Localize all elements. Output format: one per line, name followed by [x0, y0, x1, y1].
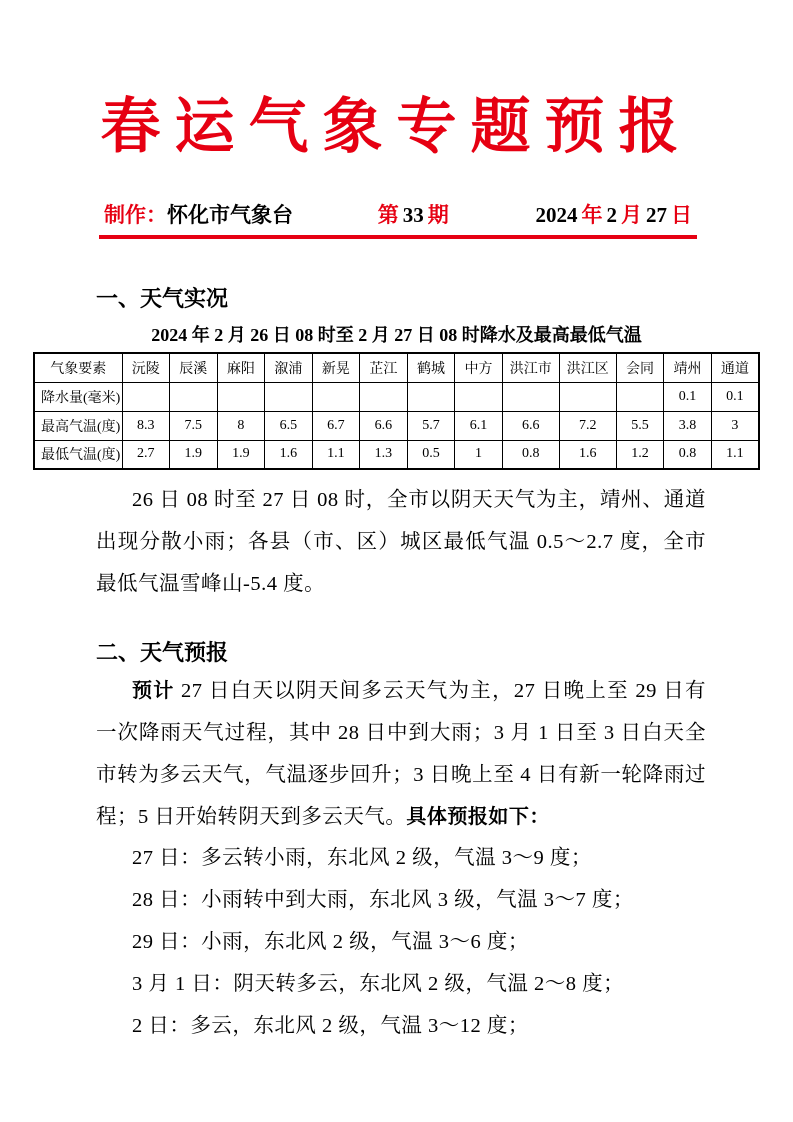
date-year-unit: 年 — [581, 203, 603, 227]
col-header-station: 芷江 — [360, 353, 408, 382]
date-day: 27 — [646, 203, 667, 227]
col-header-station: 麻阳 — [217, 353, 265, 382]
row-label: 降水量(毫米) — [34, 382, 122, 411]
col-header-station: 靖州 — [664, 353, 712, 382]
table-cell: 1.6 — [265, 440, 313, 469]
col-header-element: 气象要素 — [34, 353, 122, 382]
forecast-lead-bold: 预计 — [132, 680, 175, 702]
issue-number — [376, 199, 451, 231]
table-cell: 1.2 — [616, 440, 664, 469]
daily-forecast-list — [96, 837, 736, 1047]
table-cell — [455, 382, 503, 411]
daily-forecast-line-29: 29 日：小雨，东北风 2 级，气温 3～6 度； — [132, 931, 529, 953]
producer-name: 怀化市气象台 — [167, 203, 293, 227]
table-cell — [360, 382, 408, 411]
table-cell — [265, 382, 313, 411]
table-row-min-temp — [34, 440, 759, 469]
issue-prefix: 第 — [377, 203, 399, 227]
table-cell: 0.1 — [711, 382, 759, 411]
weather-summary-paragraph: 26 日 08 时至 27 日 08 时，全市以阴天天气为主，靖州、通道出现分散小雨；各县（市、区）城区最低气温 0.5～2.7 度，全市最低气温雪峰山-5.4 度。 — [96, 489, 706, 595]
col-header-station: 鹤城 — [407, 353, 455, 382]
table-cell: 5.7 — [407, 411, 455, 440]
table-cell: 1.6 — [559, 440, 616, 469]
daily-forecast-line-mar1: 3 月 1 日：阴天转多云，东北风 2 级，气温 2～8 度； — [132, 973, 625, 995]
header-meta-row — [104, 199, 694, 231]
table-cell: 6.5 — [265, 411, 313, 440]
row-label: 最低气温(度) — [34, 440, 122, 469]
table-cell: 1.1 — [711, 440, 759, 469]
table-row-precipitation — [34, 382, 759, 411]
table-cell: 5.5 — [616, 411, 664, 440]
section1-heading: 一、天气实况 — [96, 286, 229, 311]
forecast-body-text: 27 日白天以阴天间多云天气为主，27 日晚上至 29 日有一次降雨天气过程，其中 28 日中到大雨；3 月 1 日至 3 日白天全市转为多云天气，气温逐步回升；3 日晚上至 4 日有新一轮降雨过程；5 日开始转阴天到多云天气。 — [96, 680, 707, 828]
table-cell: 7.5 — [170, 411, 218, 440]
table-cell: 7.2 — [559, 411, 616, 440]
table-cell — [170, 382, 218, 411]
table-cell — [407, 382, 455, 411]
producer-info — [104, 199, 293, 231]
table-cell: 1.1 — [312, 440, 360, 469]
date-month-unit: 月 — [621, 203, 642, 227]
daily-forecast-line-27: 27 日：多云转小雨，东北风 2 级，气温 3～9 度； — [132, 847, 592, 869]
row-label: 最高气温(度) — [34, 411, 122, 440]
weather-table-title: 2024 年 2 月 26 日 08 时至 2 月 27 日 08 时降水及最高最低气温 — [151, 325, 642, 345]
issue-date — [534, 199, 695, 231]
table-cell: 6.6 — [502, 411, 559, 440]
date-month: 2 — [606, 203, 617, 227]
table-cell: 6.7 — [312, 411, 360, 440]
table-cell: 1 — [455, 440, 503, 469]
col-header-station: 中方 — [455, 353, 503, 382]
forecast-tail-bold: 具体预报如下： — [406, 806, 550, 828]
table-cell — [559, 382, 616, 411]
issue-value: 33 — [402, 203, 424, 227]
table-cell: 8 — [217, 411, 265, 440]
table-cell: 0.8 — [502, 440, 559, 469]
table-header-row — [34, 353, 759, 382]
table-cell — [217, 382, 265, 411]
table-cell: 0.8 — [664, 440, 712, 469]
table-row-max-temp — [34, 411, 759, 440]
section2-heading: 二、天气预报 — [96, 640, 229, 665]
table-cell — [616, 382, 664, 411]
table-cell — [312, 382, 360, 411]
daily-forecast-line-28: 28 日：小雨转中到大雨，东北风 3 级，气温 3～7 度； — [132, 889, 634, 911]
col-header-station: 洪江市 — [502, 353, 559, 382]
table-cell: 8.3 — [122, 411, 170, 440]
table-cell: 0.1 — [664, 382, 712, 411]
doc-title: 春运气象专题预报 — [100, 94, 693, 160]
table-cell: 0.5 — [407, 440, 455, 469]
col-header-station: 会同 — [616, 353, 664, 382]
col-header-station: 辰溪 — [170, 353, 218, 382]
forecast-paragraph — [96, 670, 706, 838]
table-cell — [502, 382, 559, 411]
daily-forecast-line-mar2: 2 日：多云，东北风 2 级，气温 3～12 度； — [132, 1015, 529, 1037]
table-cell: 1.3 — [360, 440, 408, 469]
col-header-station: 溆浦 — [265, 353, 313, 382]
col-header-station: 洪江区 — [559, 353, 616, 382]
table-cell: 6.1 — [455, 411, 503, 440]
table-cell: 3.8 — [664, 411, 712, 440]
date-year: 2024 — [535, 203, 578, 227]
col-header-station: 沅陵 — [122, 353, 170, 382]
table-cell: 6.6 — [360, 411, 408, 440]
col-header-station: 通道 — [711, 353, 759, 382]
table-cell — [122, 382, 170, 411]
header-divider — [99, 235, 697, 239]
table-cell: 1.9 — [217, 440, 265, 469]
date-day-unit: 日 — [671, 203, 692, 227]
table-cell: 1.9 — [170, 440, 218, 469]
weather-observation-table — [33, 352, 760, 470]
col-header-station: 新晃 — [312, 353, 360, 382]
table-cell: 3 — [711, 411, 759, 440]
producer-label: 制作： — [104, 203, 167, 227]
table-cell: 2.7 — [122, 440, 170, 469]
issue-suffix: 期 — [427, 203, 449, 227]
